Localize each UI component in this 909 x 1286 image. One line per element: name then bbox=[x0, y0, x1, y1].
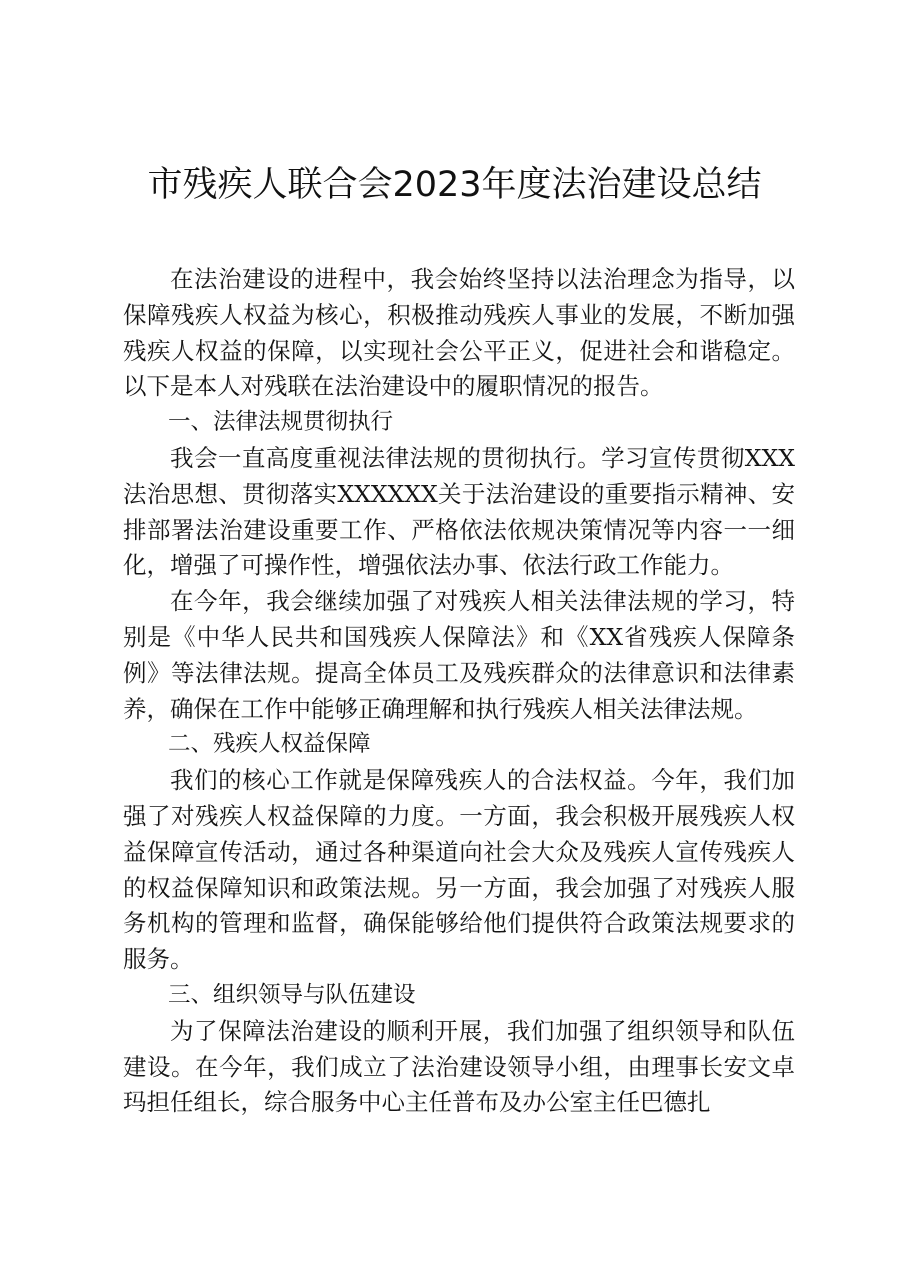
body-paragraph: 我会一直高度重视法律法规的贯彻执行。学习宣传贯彻XXX法治思想、贯彻落实XXXXXX关于法治建设的重要指示精神、安排部署法治建设重要工作、严格依法依规决策情况等内容一一细化，增强了可操作性，增强依法办事、依法行政工作能力。 bbox=[123, 443, 795, 580]
section-heading: 一、法律法规贯彻执行 bbox=[168, 409, 394, 436]
document-title: 市残疾人联合会2023年度法治建设总结 bbox=[147, 165, 762, 205]
body-paragraph: 在今年，我会继续加强了对残疾人相关法律法规的学习，特别是《中华人民共和国残疾人保障法》和《XX省残疾人保障条例》等法律法规。提高全体员工及残疾群众的法律意识和法律素养，确保在工作中能够正确理解和执行残疾人相关法律法规。 bbox=[123, 587, 795, 723]
body-paragraph: 我们的核心工作就是保障残疾人的合法权益。今年，我们加强了对残疾人权益保障的力度。一方面，我会积极开展残疾人权益保障宣传活动，通过各种渠道向社会大众及残疾人宣传残疾人的权益保障知识和政策法规。另一方面，我会加强了对残疾人服务机构的管理和监督，确保能够给他们提供符合政策法规要求的服务。 bbox=[123, 766, 795, 974]
section-heading: 二、残疾人权益保障 bbox=[168, 731, 371, 758]
section-heading: 三、组织领导与队伍建设 bbox=[168, 981, 416, 1008]
body-paragraph: 为了保障法治建设的顺利开展，我们加强了组织领导和队伍建设。在今年，我们成立了法治建设领导小组，由理事长安文卓玛担任组长，综合服务中心主任普布及办公室主任巴德扎 bbox=[123, 1016, 795, 1117]
document-body bbox=[123, 262, 795, 1121]
intro-paragraph: 在法治建设的进程中，我会始终坚持以法治理念为指导，以保障残疾人权益为核心，积极推动残疾人事业的发展，不断加强残疾人权益的保障，以实现社会公平正义，促进社会和谐稳定。以下是本人对残联在法治建设中的履职情况的报告。 bbox=[123, 265, 795, 401]
